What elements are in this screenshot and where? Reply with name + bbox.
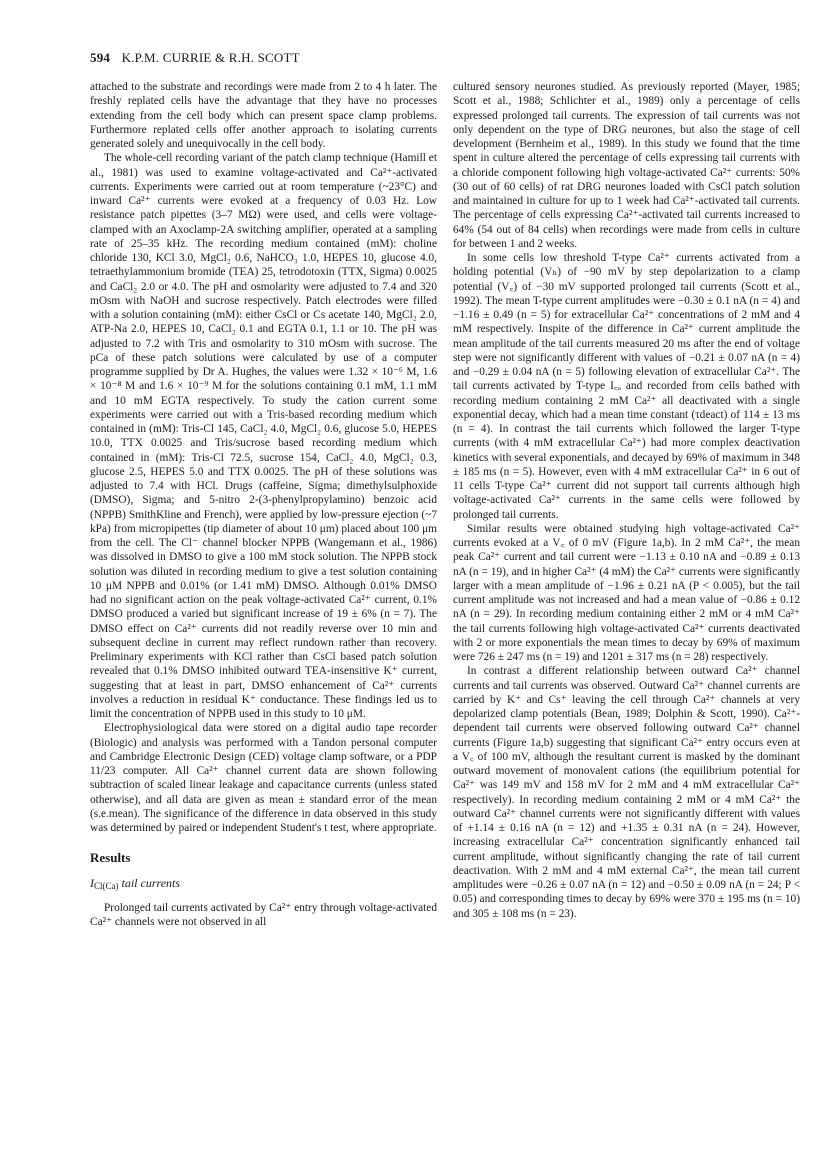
subheading-rest: tail currents [118,875,181,890]
paragraph: attached to the substrate and recordings were made from 2 to 4 h later. The freshly replated cells have the advantage that they have no processes extending from the cell body which can present space clamp problems. Furthermore replated cells offer another approach to isolating currents generated solely and unequivocally in the cell body. [90,81,437,150]
subheading-main: I [90,875,94,890]
right-column [453,80,800,921]
left-column [90,80,437,929]
paragraph: Electrophysiological data were stored on a digital audio tape recorder (Biologic) and analysis was performed with a Tandon personal computer and Cambridge Electronic Design (CED) voltage clamp software, or a PDP 11/23 computer. All Ca²⁺ channel current data are shown following subtraction of scaled linear leakage and capacitance currents (unless stated otherwise), and all data are given as mean ± standard error of the mean (s.e.mean). The significance of the difference in data observed in this study was determined by paired or independent Student's t test, where appropriate. [90,722,437,834]
page-number: 594 [90,50,111,65]
running-header [90,50,300,66]
paragraph: Similar results were obtained studying high voltage-activated Ca²⁺ currents evoked at a V꜀ of 0 mV (Figure 1a,b). In 2 mM Ca²⁺, the mean peak Ca²⁺ current and tail current were −1.13 ± 0.10 nA and −0.89 ± 0.13 nA (n = 19), and in higher Ca²⁺ (4 mM) the Ca²⁺ currents were significantly larger with a mean amplitude of −1.96 ± 0.21 nA (P < 0.005), but the tail current amplitude was not increased and had a mean value of −0.86 ± 0.12 nA (n = 29). In recording medium containing either 2 mM or 4 mM Ca²⁺ the tail currents following high voltage-activated Ca²⁺ currents deactivated with 2 or more exponentials the mean times to decay by 69% of maximum were 726 ± 247 ms (n = 19) and 1201 ± 317 ms (n = 28) respectively. [453,522,800,663]
paragraph: cultured sensory neurones studied. As previously reported (Mayer, 1985; Scott et al., 1988; Schlichter et al., 1989) only a percentage of cells expressed prolonged tail currents. The expression of tail currents was not only dependent on the type of DRG neurones, but also the stage of cell development (Bernheim et al., 1989). In this study we found that the time spent in culture altered the percentage of cells expressing tail currents with a chloride component following high voltage-activated Ca²⁺ currents: 50% (30 out of 60 cells) of rat DRG neurones loaded with CsCl patch solution and maintained in culture for up to 1 week had Ca²⁺-activated tail currents. The percentage of cells expressing Ca²⁺-activated tail currents increased to 64% (54 out of 84 cells) when recordings were made from cells in culture for between 1 and 2 weeks. [453,81,800,250]
running-authors: K.P.M. CURRIE & R.H. SCOTT [121,50,300,65]
results-heading: Results [90,850,131,866]
paragraph: In contrast a different relationship between outward Ca²⁺ channel currents and tail currents was observed. Outward Ca²⁺ channel currents are carried by K⁺ and Cs⁺ leaving the cell through Ca²⁺ channels at very depolarized clamp potentials (Bean, 1989; Dolphin & Scott, 1990). Ca²⁺-dependent tail currents were observed following outward Ca²⁺ channel currents (Figure 1a,b) suggesting that significant Ca²⁺ entry occurs even at a V꜀ of 100 mV, although the resultant current is masked by the dominant outward movement of monovalent cations (the equilibrium potential for Ca²⁺ was 149 mV and 158 mV for 2 mM and 4 mM extracellular Ca²⁺ respectively). In recording medium containing 2 mM or 4 mM Ca²⁺ the outward Ca²⁺ channel currents were not significantly different with values of +1.14 ± 0.16 nA (n = 12) and +1.35 ± 0.31 nA (n = 24). However, increasing extracellular Ca²⁺ concentration significantly enhanced tail current amplitude, without significantly changing the rate of tail current deactivation. With 2 mM and 4 mM external Ca²⁺, the mean tail current amplitudes were −0.26 ± 0.07 nA (n = 12) and −0.50 ± 0.09 nA (n = 24; P < 0.05) and corresponding times to decay by 69% were 370 ± 195 ms (n = 10) and 305 ± 108 ms (n = 23). [453,665,800,920]
paragraph: The whole-cell recording variant of the patch clamp technique (Hamill et al., 1981) was used to examine voltage-activated and Ca²⁺-activated currents. Experiments were carried out at room temperature (~23°C) and inward Ca²⁺ currents were evoked at a frequency of 0.03 Hz. Low resistance patch pipettes (3–7 MΩ) were used, and cells were voltage-clamped with an Axoclamp-2A switching amplifier, operated at a sampling rate of 25–35 kHz. The recording medium contained (mM): choline chloride 130, KCl 3.0, MgCl₂ 0.6, NaHCO₃ 1.0, HEPES 10, glucose 4.0, tetraethylammonium bromide (TEA) 25, tetrodotoxin (TTX, Sigma) 0.0025 and CaCl₂ 2.0 or 4.0. The pH and osmolarity were adjusted to 7.4 and 320 mOsm with NaOH and sucrose respectively. Patch electrodes were filled with a solution containing (mM): either CsCl or Cs acetate 140, MgCl₂ 2.0, ATP-Na 2.0, HEPES 10, CaCl₂ 0.1 and EGTA 0.1, 1.1 or 10. The pH was adjusted to 7.2 with Tris and osmolarity to 310 mOsm with sucrose. The pCa of these patch solutions were calculated by use of a computer programme supplied by Dr A. Hughes, the values were 1.32 × 10⁻⁶ M, 1.6 × 10⁻⁸ M and 1.6 × 10⁻⁹ M for the solutions containing 0.1 mM, 1.1 mM and 10 mM EGTA respectively. To study the cation current some experiments were carried out with a Tris-based recording medium which contained in (mM): Tris-Cl 145, CaCl₂ 4.0, MgCl₂ 0.6, glucose 5.0, HEPES 10.0, TTX 0.0025 and Tris/sucrose based recording medium which contained in (mM): Tris-Cl 72.5, sucrose 154, CaCl₂ 4.0, MgCl₂ 0.3, glucose 2.5, HEPES 5.0 and TTX 0.0025. The pH of these solutions was adjusted to 7.4 with HCl. Drugs (caffeine, Sigma; dimethylsulphoxide (DMSO), Sigma; and 5-nitro 2-(3-phenylpropylamino) benzoic acid (NPPB) SmithKline and French), were applied by low-pressure ejection (~7 kPa) from micropipettes (tip diameter of about 10 μm) placed about 100 μm from the cell. The Cl⁻ channel blocker NPPB (Wangemann et al., 1986) was dissolved in DMSO to give a 100 mM stock solution. The NPPB stock solution was diluted in recording medium to give a test solution containing 10 μM NPPB and 0.01% (or 1.41 mM) DMSO. Although 0.01% DMSO had no significant action on the peak voltage-activated Ca²⁺ current, 0.1% DMSO produced a varied but significant increase of 19 ± 6% (n = 7). The DMSO effect on Ca²⁺ currents did not readily reverse over 10 min and subsequent decline in current may reflect rundown rather than recovery. Preliminary experiments with KCl rather than CsCl based patch solution revealed that 0.1% DMSO inhibited outward TEA-insensitive K⁺ current, suggesting that at least in part, DMSO enhancement of Ca²⁺ currents involves a reduction in residual K⁺ conductance. These findings led us to limit the concentration of NPPB used in this study to 10 μM. [90,152,437,720]
paragraph: Prolonged tail currents activated by Ca²⁺ entry through voltage-activated Ca²⁺ channels were not observed in all [90,901,437,928]
subheading-subscript: Cl(Ca) [94,880,119,891]
paragraph: In some cells low threshold T-type Ca²⁺ currents activated from a holding potential (Vₕ) of −90 mV by step depolarization to a clamp potential (V꜀) of −30 mV supported prolonged tail currents (Scott et al., 1992). The mean T-type current amplitudes were −0.30 ± 0.1 nA (n = 4) and −1.16 ± 0.49 (n = 5) for extracellular Ca²⁺ concentrations of 2 mM and 4 mM respectively. Inspite of the difference in Ca²⁺ current amplitude the mean amplitude of the tail currents measured 20 ms after the end of voltage step were not significantly different with values of −0.21 ± 0.07 nA (n = 4) and −0.29 ± 0.04 nA (n = 5) following elevation of extracellular Ca²⁺. The tail currents activated by T-type I꜀ₐ and recorded from cells bathed with recording medium containing 2 mM Ca²⁺ all deactivated with a single exponential decay, which had a mean time constant (τdeact) of 114 ± 13 ms (n = 4). In contrast the tail currents which followed the larger T-type currents (with 4 mM extracellular Ca²⁺) had more complex deactivation kinetics with several exponentials, and decayed by 69% of maximum in 348 ± 185 ms (n = 5). However, even with 4 mM extracellular Ca²⁺ in 6 out of 11 cells T-type Ca²⁺ current did not support tail currents although high voltage-activated Ca²⁺ currents in the same cells were followed by prolonged tail currents. [453,252,800,521]
section-subheading [90,876,437,893]
